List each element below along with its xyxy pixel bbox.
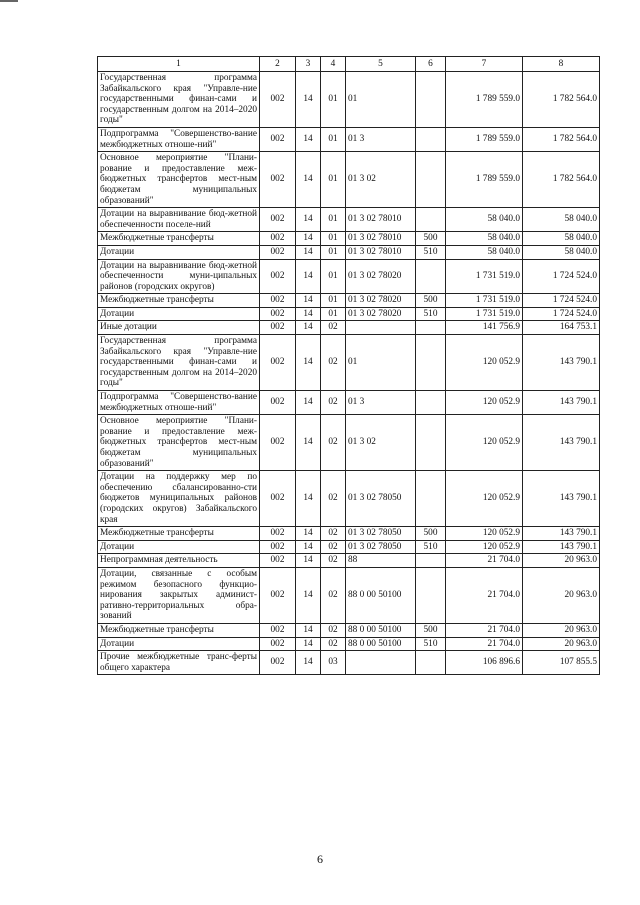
- row-name-cell: Дотации: [98, 637, 260, 651]
- expense-kind-cell: 510: [416, 307, 446, 321]
- table-header-row: [98, 57, 600, 72]
- section-code-cell: 14: [296, 152, 321, 208]
- admin-code-cell: 002: [260, 294, 296, 308]
- subsection-code-cell: 02: [321, 321, 346, 335]
- subsection-code-cell: 02: [321, 391, 346, 415]
- admin-code-cell: 002: [260, 232, 296, 246]
- budget-table: [97, 56, 600, 675]
- table-row: [98, 152, 600, 208]
- table-row: [98, 232, 600, 246]
- expense-kind-cell: 510: [416, 540, 446, 554]
- amount-year1-cell: 120 052.9: [446, 391, 523, 415]
- row-name-cell: Государственная программа Забайкальского края "Управле-ние государственными финан-сами и государственным долгом на 2014–2020 годы": [98, 72, 260, 128]
- column-header: 3: [296, 57, 321, 72]
- amount-year2-cell: 20 963.0: [523, 637, 600, 651]
- amount-year1-cell: 1 789 559.0: [446, 127, 523, 151]
- amount-year2-cell: 143 790.1: [523, 335, 600, 391]
- subsection-code-cell: 02: [321, 335, 346, 391]
- table-row: [98, 307, 600, 321]
- amount-year2-cell: 58 040.0: [523, 245, 600, 259]
- table-row: [98, 527, 600, 541]
- column-header: 5: [346, 57, 416, 72]
- column-header: 8: [523, 57, 600, 72]
- amount-year2-cell: 1 724 524.0: [523, 294, 600, 308]
- subsection-code-cell: 01: [321, 72, 346, 128]
- table-row: [98, 554, 600, 568]
- amount-year2-cell: 1 782 564.0: [523, 72, 600, 128]
- amount-year1-cell: 58 040.0: [446, 245, 523, 259]
- target-article-cell: [346, 321, 416, 335]
- expense-kind-cell: [416, 471, 446, 527]
- admin-code-cell: 002: [260, 540, 296, 554]
- admin-code-cell: 002: [260, 127, 296, 151]
- admin-code-cell: 002: [260, 321, 296, 335]
- subsection-code-cell: 02: [321, 471, 346, 527]
- target-article-cell: 01: [346, 335, 416, 391]
- column-header: 2: [260, 57, 296, 72]
- subsection-code-cell: 02: [321, 415, 346, 471]
- expense-kind-cell: [416, 259, 446, 294]
- target-article-cell: 01 3 02 78010: [346, 245, 416, 259]
- table-row: [98, 623, 600, 637]
- admin-code-cell: 002: [260, 391, 296, 415]
- amount-year2-cell: 1 724 524.0: [523, 259, 600, 294]
- table-row: [98, 391, 600, 415]
- amount-year1-cell: 1 731 519.0: [446, 294, 523, 308]
- section-code-cell: 14: [296, 391, 321, 415]
- table-row: [98, 208, 600, 232]
- row-name-cell: Межбюджетные трансферты: [98, 623, 260, 637]
- expense-kind-cell: [416, 335, 446, 391]
- admin-code-cell: 002: [260, 651, 296, 675]
- target-article-cell: 01 3 02 78020: [346, 259, 416, 294]
- row-name-cell: Дотации на поддержку мер по обеспечению сбалансированно-сти бюджетов муниципальных районов (городских округов) Забайкальского края: [98, 471, 260, 527]
- table-row: [98, 415, 600, 471]
- target-article-cell: 01 3 02 78020: [346, 307, 416, 321]
- section-code-cell: 14: [296, 651, 321, 675]
- row-name-cell: Дотации на выравнивание бюд-жетной обеспеченности муни-ципальных районов (городских округов): [98, 259, 260, 294]
- section-code-cell: 14: [296, 232, 321, 246]
- amount-year1-cell: 120 052.9: [446, 471, 523, 527]
- row-name-cell: Основное мероприятие "Плани-рование и предоставление меж-бюджетных трансфертов мест-ным бюджетам муниципальных образований": [98, 152, 260, 208]
- table-row: [98, 294, 600, 308]
- target-article-cell: 88: [346, 554, 416, 568]
- amount-year1-cell: 21 704.0: [446, 567, 523, 623]
- expense-kind-cell: [416, 567, 446, 623]
- section-code-cell: 14: [296, 471, 321, 527]
- target-article-cell: [346, 651, 416, 675]
- subsection-code-cell: 02: [321, 637, 346, 651]
- target-article-cell: 01 3 02 78010: [346, 232, 416, 246]
- target-article-cell: 88 0 00 50100: [346, 623, 416, 637]
- row-name-cell: Подпрограмма "Совершенство-вание межбюджетных отноше-ний": [98, 391, 260, 415]
- section-code-cell: 14: [296, 527, 321, 541]
- admin-code-cell: 002: [260, 152, 296, 208]
- section-code-cell: 14: [296, 567, 321, 623]
- row-name-cell: Дотации на выравнивание бюд-жетной обеспеченности поселе-ний: [98, 208, 260, 232]
- admin-code-cell: 002: [260, 471, 296, 527]
- row-name-cell: Иные дотации: [98, 321, 260, 335]
- amount-year2-cell: 58 040.0: [523, 208, 600, 232]
- target-article-cell: 01 3 02 78050: [346, 527, 416, 541]
- admin-code-cell: 002: [260, 72, 296, 128]
- subsection-code-cell: 03: [321, 651, 346, 675]
- target-article-cell: 01 3 02: [346, 415, 416, 471]
- amount-year2-cell: 164 753.1: [523, 321, 600, 335]
- expense-kind-cell: 510: [416, 637, 446, 651]
- table-row: [98, 637, 600, 651]
- amount-year2-cell: 107 855.5: [523, 651, 600, 675]
- row-name-cell: Межбюджетные трансферты: [98, 294, 260, 308]
- admin-code-cell: 002: [260, 307, 296, 321]
- section-code-cell: 14: [296, 307, 321, 321]
- subsection-code-cell: 01: [321, 232, 346, 246]
- amount-year2-cell: 1 724 524.0: [523, 307, 600, 321]
- section-code-cell: 14: [296, 321, 321, 335]
- amount-year1-cell: 21 704.0: [446, 637, 523, 651]
- row-name-cell: Межбюджетные трансферты: [98, 232, 260, 246]
- admin-code-cell: 002: [260, 567, 296, 623]
- amount-year2-cell: 143 790.1: [523, 540, 600, 554]
- table-row: [98, 245, 600, 259]
- section-code-cell: 14: [296, 637, 321, 651]
- subsection-code-cell: 01: [321, 259, 346, 294]
- expense-kind-cell: [416, 152, 446, 208]
- column-header: 1: [98, 57, 260, 72]
- expense-kind-cell: 500: [416, 623, 446, 637]
- amount-year1-cell: 120 052.9: [446, 415, 523, 471]
- amount-year2-cell: 20 963.0: [523, 623, 600, 637]
- amount-year1-cell: 141 756.9: [446, 321, 523, 335]
- subsection-code-cell: 02: [321, 554, 346, 568]
- table-row: [98, 567, 600, 623]
- amount-year2-cell: 58 040.0: [523, 232, 600, 246]
- column-header: 4: [321, 57, 346, 72]
- subsection-code-cell: 01: [321, 152, 346, 208]
- amount-year1-cell: 1 731 519.0: [446, 307, 523, 321]
- target-article-cell: 01 3 02 78050: [346, 540, 416, 554]
- amount-year1-cell: 21 704.0: [446, 554, 523, 568]
- subsection-code-cell: 01: [321, 307, 346, 321]
- admin-code-cell: 002: [260, 335, 296, 391]
- amount-year1-cell: 1 731 519.0: [446, 259, 523, 294]
- expense-kind-cell: [416, 391, 446, 415]
- admin-code-cell: 002: [260, 415, 296, 471]
- section-code-cell: 14: [296, 623, 321, 637]
- amount-year1-cell: 1 789 559.0: [446, 72, 523, 128]
- row-name-cell: Основное мероприятие "Плани-рование и предоставление меж-бюджетных трансфертов мест-ным бюджетам муниципальных образований": [98, 415, 260, 471]
- amount-year2-cell: 20 963.0: [523, 554, 600, 568]
- admin-code-cell: 002: [260, 259, 296, 294]
- section-code-cell: 14: [296, 554, 321, 568]
- admin-code-cell: 002: [260, 245, 296, 259]
- row-name-cell: Дотации: [98, 307, 260, 321]
- row-name-cell: Межбюджетные трансферты: [98, 527, 260, 541]
- amount-year2-cell: 1 782 564.0: [523, 152, 600, 208]
- amount-year2-cell: 143 790.1: [523, 471, 600, 527]
- expense-kind-cell: [416, 72, 446, 128]
- amount-year1-cell: 58 040.0: [446, 208, 523, 232]
- table-row: [98, 540, 600, 554]
- amount-year1-cell: 106 896.6: [446, 651, 523, 675]
- subsection-code-cell: 02: [321, 567, 346, 623]
- section-code-cell: 14: [296, 245, 321, 259]
- column-header: 6: [416, 57, 446, 72]
- target-article-cell: 01 3: [346, 127, 416, 151]
- expense-kind-cell: 500: [416, 527, 446, 541]
- subsection-code-cell: 02: [321, 527, 346, 541]
- column-header: 7: [446, 57, 523, 72]
- target-article-cell: 88 0 00 50100: [346, 567, 416, 623]
- table-row: [98, 335, 600, 391]
- subsection-code-cell: 01: [321, 294, 346, 308]
- row-name-cell: Непрограммная деятельность: [98, 554, 260, 568]
- subsection-code-cell: 01: [321, 127, 346, 151]
- table-row: [98, 259, 600, 294]
- scan-corner-mark: [0, 0, 18, 2]
- subsection-code-cell: 01: [321, 208, 346, 232]
- amount-year1-cell: 120 052.9: [446, 540, 523, 554]
- target-article-cell: 88 0 00 50100: [346, 637, 416, 651]
- section-code-cell: 14: [296, 259, 321, 294]
- section-code-cell: 14: [296, 415, 321, 471]
- section-code-cell: 14: [296, 335, 321, 391]
- table-row: [98, 72, 600, 128]
- expense-kind-cell: 500: [416, 232, 446, 246]
- amount-year1-cell: 1 789 559.0: [446, 152, 523, 208]
- subsection-code-cell: 02: [321, 540, 346, 554]
- table-body: [98, 72, 600, 675]
- page-number: 6: [317, 852, 323, 866]
- expense-kind-cell: [416, 554, 446, 568]
- expense-kind-cell: [416, 415, 446, 471]
- section-code-cell: 14: [296, 208, 321, 232]
- target-article-cell: 01 3 02: [346, 152, 416, 208]
- table-row: [98, 471, 600, 527]
- admin-code-cell: 002: [260, 554, 296, 568]
- amount-year1-cell: 120 052.9: [446, 335, 523, 391]
- target-article-cell: 01 3 02 78020: [346, 294, 416, 308]
- amount-year1-cell: 58 040.0: [446, 232, 523, 246]
- row-name-cell: Прочие межбюджетные транс-ферты общего характера: [98, 651, 260, 675]
- admin-code-cell: 002: [260, 527, 296, 541]
- row-name-cell: Подпрограмма "Совершенство-вание межбюджетных отноше-ний": [98, 127, 260, 151]
- section-code-cell: 14: [296, 294, 321, 308]
- amount-year1-cell: 120 052.9: [446, 527, 523, 541]
- amount-year1-cell: 21 704.0: [446, 623, 523, 637]
- amount-year2-cell: 20 963.0: [523, 567, 600, 623]
- amount-year2-cell: 143 790.1: [523, 415, 600, 471]
- section-code-cell: 14: [296, 540, 321, 554]
- section-code-cell: 14: [296, 127, 321, 151]
- row-name-cell: Дотации, связанные с особым режимом безопасного функцио-нирования закрытых админист-ративно-территориальных обра-зований: [98, 567, 260, 623]
- expense-kind-cell: [416, 208, 446, 232]
- table-row: [98, 321, 600, 335]
- row-name-cell: Государственная программа Забайкальского края "Управле-ние государственными финан-сами и государственным долгом на 2014–2020 годы": [98, 335, 260, 391]
- amount-year2-cell: 1 782 564.0: [523, 127, 600, 151]
- target-article-cell: 01: [346, 72, 416, 128]
- section-code-cell: 14: [296, 72, 321, 128]
- subsection-code-cell: 02: [321, 623, 346, 637]
- admin-code-cell: 002: [260, 637, 296, 651]
- row-name-cell: Дотации: [98, 540, 260, 554]
- expense-kind-cell: [416, 651, 446, 675]
- amount-year2-cell: 143 790.1: [523, 527, 600, 541]
- target-article-cell: 01 3: [346, 391, 416, 415]
- row-name-cell: Дотации: [98, 245, 260, 259]
- expense-kind-cell: 500: [416, 294, 446, 308]
- expense-kind-cell: 510: [416, 245, 446, 259]
- table-row: [98, 127, 600, 151]
- admin-code-cell: 002: [260, 623, 296, 637]
- table-row: [98, 651, 600, 675]
- target-article-cell: 01 3 02 78050: [346, 471, 416, 527]
- amount-year2-cell: 143 790.1: [523, 391, 600, 415]
- expense-kind-cell: [416, 127, 446, 151]
- target-article-cell: 01 3 02 78010: [346, 208, 416, 232]
- admin-code-cell: 002: [260, 208, 296, 232]
- subsection-code-cell: 01: [321, 245, 346, 259]
- expense-kind-cell: [416, 321, 446, 335]
